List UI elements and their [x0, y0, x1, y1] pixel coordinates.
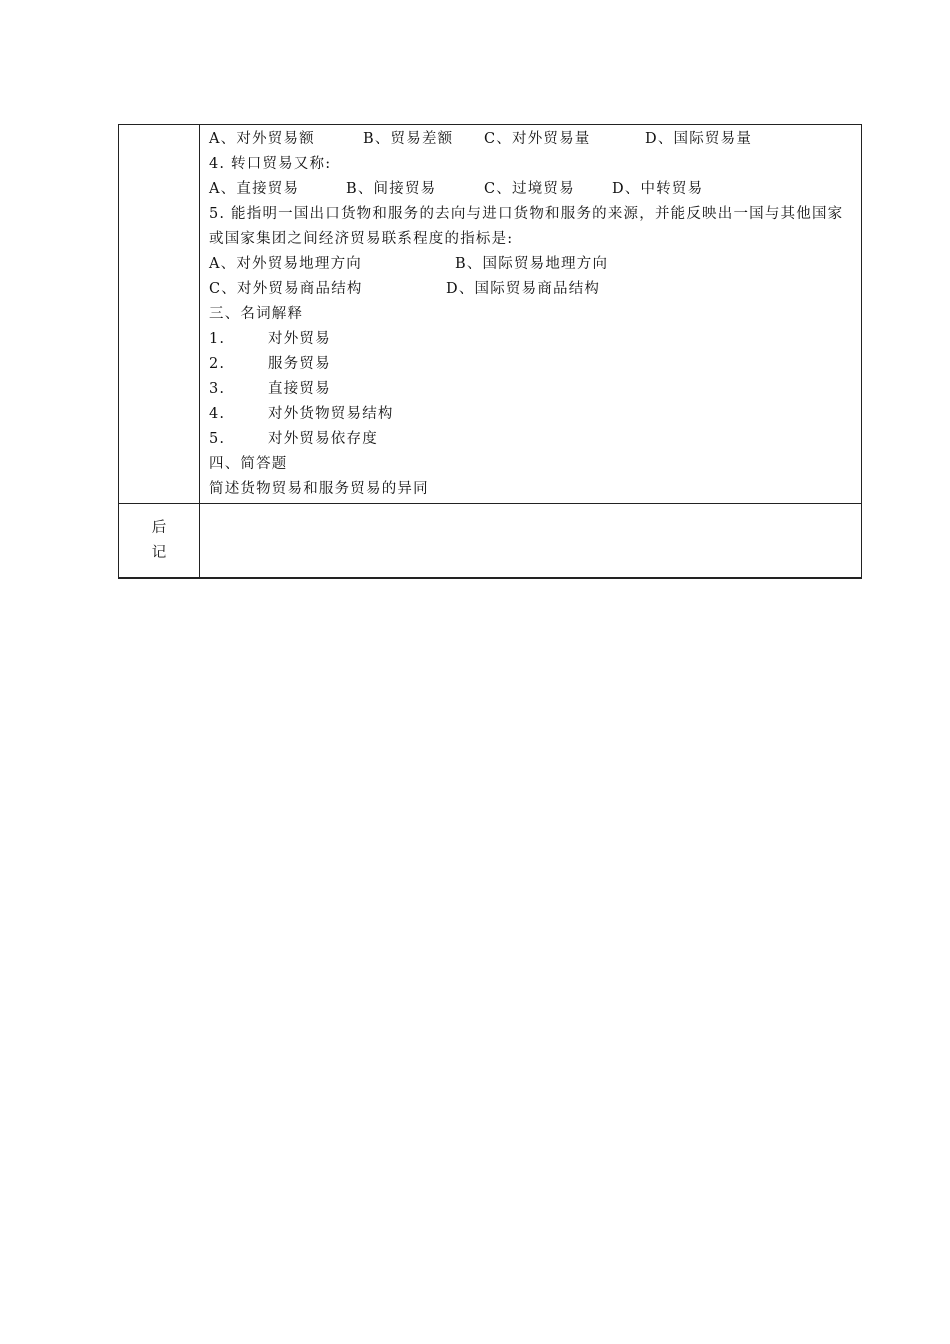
q4-option-c: C、过境贸易 [484, 181, 575, 197]
q4-options-line [209, 177, 855, 202]
q3-option-a: A、对外贸易额 [209, 131, 315, 147]
q3-option-c: C、对外贸易量 [484, 131, 591, 147]
section4-question: 简述货物贸易和服务贸易的异同 [209, 481, 429, 497]
term-text: 服务贸易 [268, 356, 331, 372]
lesson-plan-table [118, 124, 862, 579]
q3-option-d: D、国际贸易量 [645, 131, 753, 147]
q5-option-a: A、对外贸易地理方向 [209, 256, 362, 272]
q5-options-line-2 [209, 277, 855, 302]
q5-option-b: B、国际贸易地理方向 [455, 256, 609, 272]
content-row [119, 125, 862, 504]
term-item [209, 327, 855, 352]
term-item [209, 377, 855, 402]
q4-question: 4. 转口贸易又称: [209, 156, 332, 172]
q3-options-line [209, 127, 855, 152]
q4-option-d: D、中转贸易 [612, 181, 704, 197]
q4-option-a: A、直接贸易 [209, 181, 300, 197]
term-text: 对外货物贸易结构 [268, 406, 394, 422]
q5-option-d: D、国际贸易商品结构 [446, 281, 601, 297]
term-number: 4. [209, 406, 226, 422]
term-text: 直接贸易 [268, 381, 331, 397]
postscript-char-2: 记 [151, 545, 167, 561]
q4-option-b: B、间接贸易 [346, 181, 437, 197]
term-number: 2. [209, 356, 226, 372]
term-item [209, 402, 855, 427]
postscript-row [119, 504, 862, 579]
q5-options-line-1 [209, 252, 855, 277]
q5-option-c: C、对外贸易商品结构 [209, 281, 363, 297]
term-text: 对外贸易依存度 [268, 431, 378, 447]
row-label-cell [119, 125, 200, 504]
postscript-label [119, 504, 199, 566]
section4-title: 四、简答题 [209, 456, 288, 472]
term-number: 3. [209, 381, 226, 397]
postscript-content-cell[interactable] [200, 504, 862, 579]
postscript-char-1: 后 [151, 520, 167, 536]
term-number: 5. [209, 431, 226, 447]
q5-question: 5. 能指明一国出口货物和服务的去向与进口货物和服务的来源，并能反映出一国与其他国家或国家集团之间经济贸易联系程度的指标是: [209, 206, 844, 247]
exercise-content-cell [200, 125, 862, 504]
term-item [209, 352, 855, 377]
term-number: 1. [209, 331, 226, 347]
term-item [209, 427, 855, 452]
q3-option-b: B、贸易差额 [363, 131, 454, 147]
term-text: 对外贸易 [268, 331, 331, 347]
postscript-label-cell [119, 504, 200, 579]
section3-title: 三、名词解释 [209, 306, 304, 322]
